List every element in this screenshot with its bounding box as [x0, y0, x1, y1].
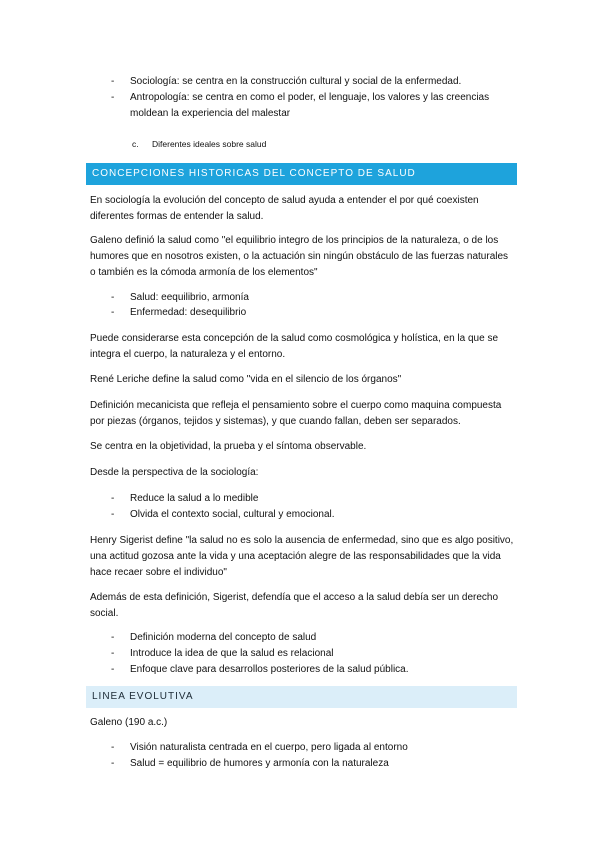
- paragraph-line: En sociología la evolución del concepto de salud ayuda a entender el por qué coexisten: [90, 195, 479, 206]
- subheading-text: Diferentes ideales sobre salud: [152, 139, 267, 149]
- list-item: Reduce la salud a lo medible: [130, 493, 259, 504]
- list-item: Sociología: se centra en la construcción cultural y social de la enfermedad.: [130, 76, 462, 87]
- section-heading-band: [86, 163, 517, 185]
- list-item: Visión naturalista centrada en el cuerpo, pero ligada al entorno: [130, 742, 408, 753]
- paragraph-line: René Leriche define la salud como "vida en el silencio de los órganos": [90, 374, 402, 385]
- paragraph-line: Henry Sigerist define "la salud no es solo la ausencia de enfermedad, sino que es algo positivo,: [90, 535, 514, 546]
- bullet-dash: -: [111, 307, 115, 318]
- list-item: Introduce la idea de que la salud es relacional: [130, 648, 334, 659]
- paragraph-line: humores que en nosotros existen, o la actuación sin ningún obstáculo de las fuerzas naturales: [90, 251, 509, 262]
- section-heading-band: [86, 686, 517, 708]
- paragraph-line: Galeno (190 a.c.): [90, 717, 168, 728]
- paragraph-line: una actitud gozosa ante la vida y una aceptación alegre de las responsabilidades que la vida: [90, 551, 501, 562]
- paragraph-line: Se centra en la objetividad, la prueba y el síntoma observable.: [90, 441, 367, 452]
- bullet-dash: -: [111, 758, 115, 769]
- bullet-dash: -: [111, 292, 115, 303]
- paragraph-line: Galeno definió la salud como "el equilibrio integro de los principios de la naturaleza, o de los: [90, 235, 499, 246]
- list-item: Enfermedad: desequilibrio: [130, 307, 247, 318]
- paragraph-line: Puede considerarse esta concepción de la salud como cosmológica y holística, en la que se: [90, 333, 499, 344]
- list-item-continuation: moldean la experiencia del malestar: [130, 108, 291, 119]
- list-item: Salud = equilibrio de humores y armonía con la naturaleza: [130, 758, 389, 769]
- subheading-letter: c.: [132, 139, 139, 149]
- bullet-dash: -: [111, 742, 115, 753]
- bullet-dash: -: [111, 664, 115, 675]
- paragraph-line: hace recaer sobre el individuo": [90, 567, 227, 578]
- paragraph-line: Además de esta definición, Sigerist, defendía que el acceso a la salud debía ser un derecho: [90, 592, 499, 603]
- paragraph-line: diferentes formas de entender la salud.: [90, 211, 264, 222]
- bullet-dash: -: [111, 493, 115, 504]
- paragraph-line: por piezas (órganos, tejidos y sistemas), y que cuando fallan, deben ser separados.: [90, 416, 461, 427]
- paragraph-line: Desde la perspectiva de la sociología:: [90, 467, 259, 478]
- list-item: Olvida el contexto social, cultural y emocional.: [130, 509, 335, 520]
- bullet-dash: -: [111, 648, 115, 659]
- list-item: Enfoque clave para desarrollos posteriores de la salud pública.: [130, 664, 409, 675]
- paragraph-line: social.: [90, 608, 119, 619]
- bullet-dash: -: [111, 632, 115, 643]
- paragraph-line: Definición mecanicista que refleja el pensamiento sobre el cuerpo como maquina compuesta: [90, 400, 502, 411]
- section-heading: LINEA EVOLUTIVA: [92, 691, 194, 702]
- bullet-dash: -: [111, 92, 115, 103]
- list-item: Salud: eequilibrio, armonía: [130, 292, 249, 303]
- bullet-dash: -: [111, 76, 115, 87]
- paragraph-line: integra el cuerpo, la naturaleza y el entorno.: [90, 349, 286, 360]
- paragraph-line: o también es la cómoda armonía de los elementos": [90, 267, 318, 278]
- list-item: Definición moderna del concepto de salud: [130, 632, 317, 643]
- list-item: Antropología: se centra en como el poder, el lenguaje, los valores y las creencias: [130, 92, 490, 103]
- section-heading: CONCEPCIONES HISTORICAS DEL CONCEPTO DE SALUD: [92, 168, 416, 179]
- bullet-dash: -: [111, 509, 115, 520]
